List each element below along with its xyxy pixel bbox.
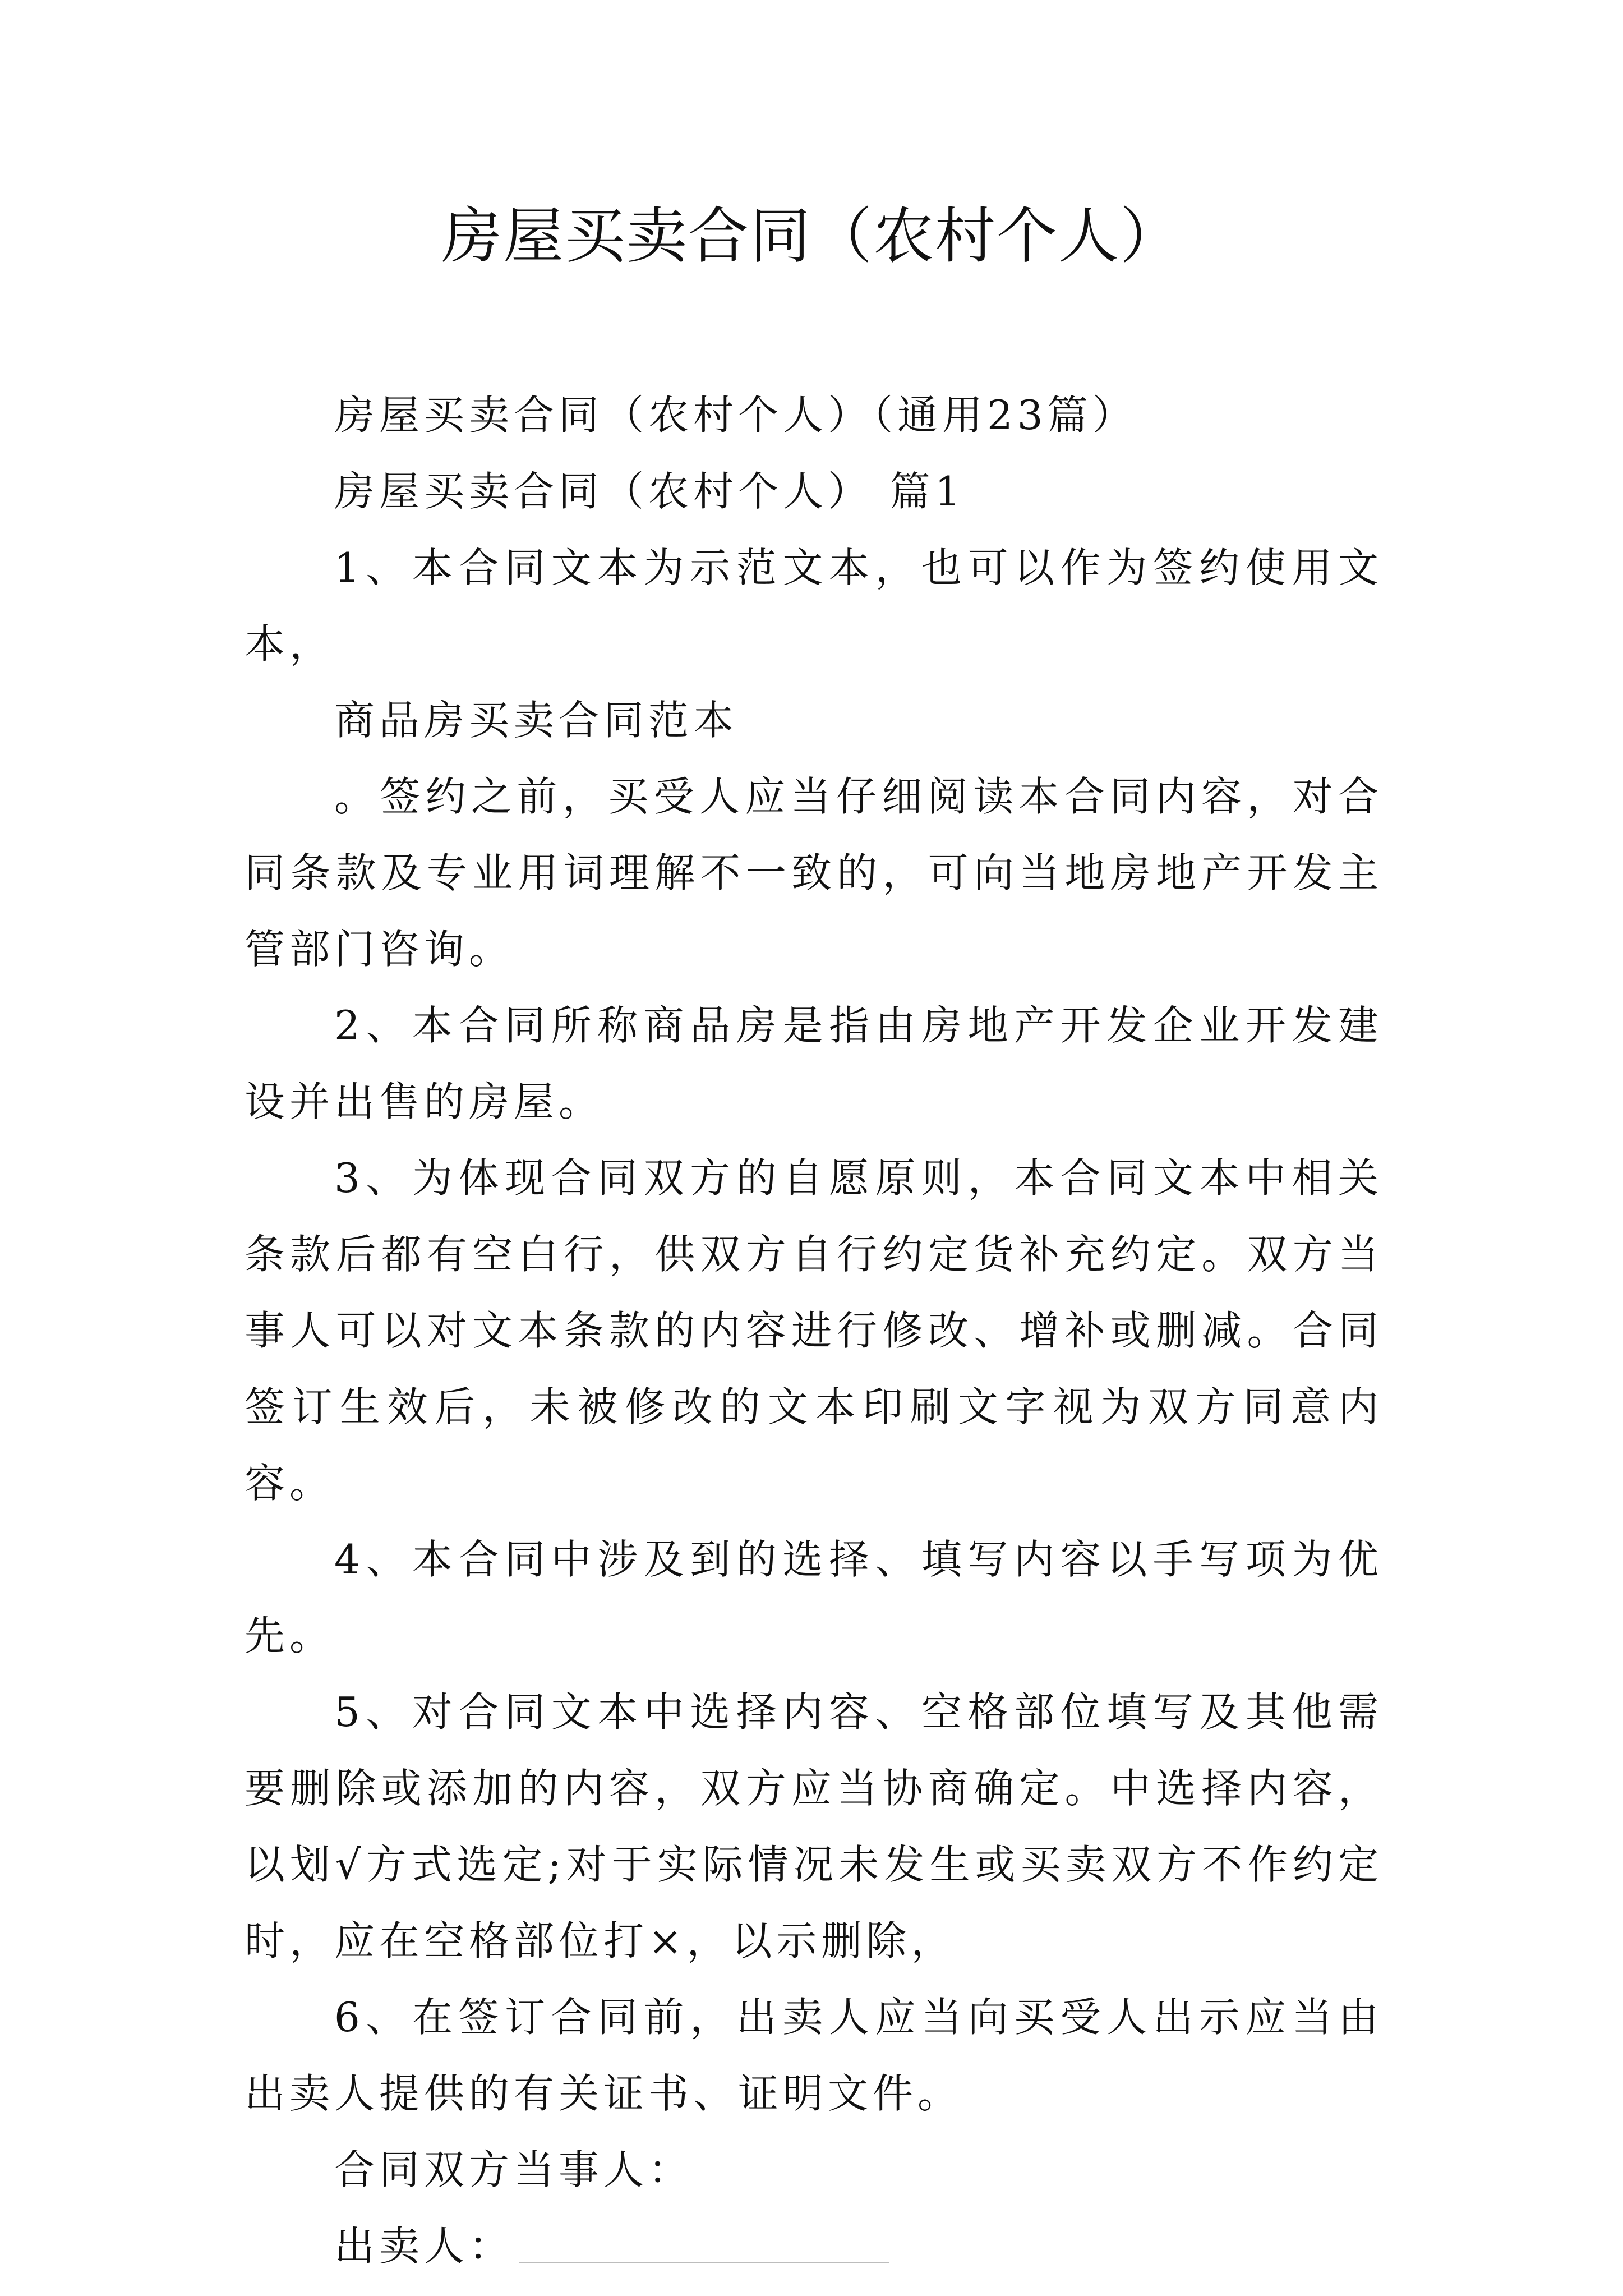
- seller-blank-field[interactable]: [519, 2228, 889, 2263]
- clause-4: 4、本合同中涉及到的选择、填写内容以手写项为优先。: [245, 1536, 1383, 1659]
- clause-1-continuation: 。签约之前，买受人应当仔细阅读本合同内容，对合同条款及专业用词理解不一致的，可向当地房地产开发主管部门咨询。: [245, 773, 1383, 973]
- clause-5: 5、对合同文本中选择内容、空格部位填写及其他需要删除或添加的内容，双方应当协商确定。中选择内容，以划√方式选定;对于实际情况未发生或买卖双方不作约定时，应在空格部位打×，以示删除，: [245, 1688, 1383, 1964]
- clause-2: 2、本合同所称商品房是指由房地产开发企业开发建设并出售的房屋。: [245, 1002, 1383, 1125]
- seller-label: 出卖人：: [334, 2223, 514, 2270]
- seller-line: [245, 2208, 1383, 2284]
- document-title: 房屋买卖合同（农村个人）: [441, 201, 1182, 272]
- section-heading: 房屋买卖合同（农村个人） 篇1: [334, 468, 965, 515]
- clause-1-link-text: 商品房买卖合同范本: [334, 697, 739, 744]
- clause-6: 6、在签订合同前，出卖人应当向买受人出示应当由出卖人提供的有关证书、证明文件。: [245, 1994, 1383, 2117]
- clause-3: 3、为体现合同双方的自愿原则，本合同文本中相关条款后都有空白行，供双方自行约定货补充约定。双方当事人可以对文本条款的内容进行修改、增补或删减。合同签订生效后，未被修改的文本印刷文字视为双方同意内容。: [245, 1154, 1383, 1507]
- document-body: [245, 377, 1383, 2284]
- parties-heading: 合同双方当事人：: [334, 2146, 694, 2193]
- subtitle-paragraph: 房屋买卖合同（农村个人）（通用23篇）: [334, 392, 1137, 439]
- clause-1: 1、本合同文本为示范文本，也可以作为签约使用文本，: [245, 544, 1383, 668]
